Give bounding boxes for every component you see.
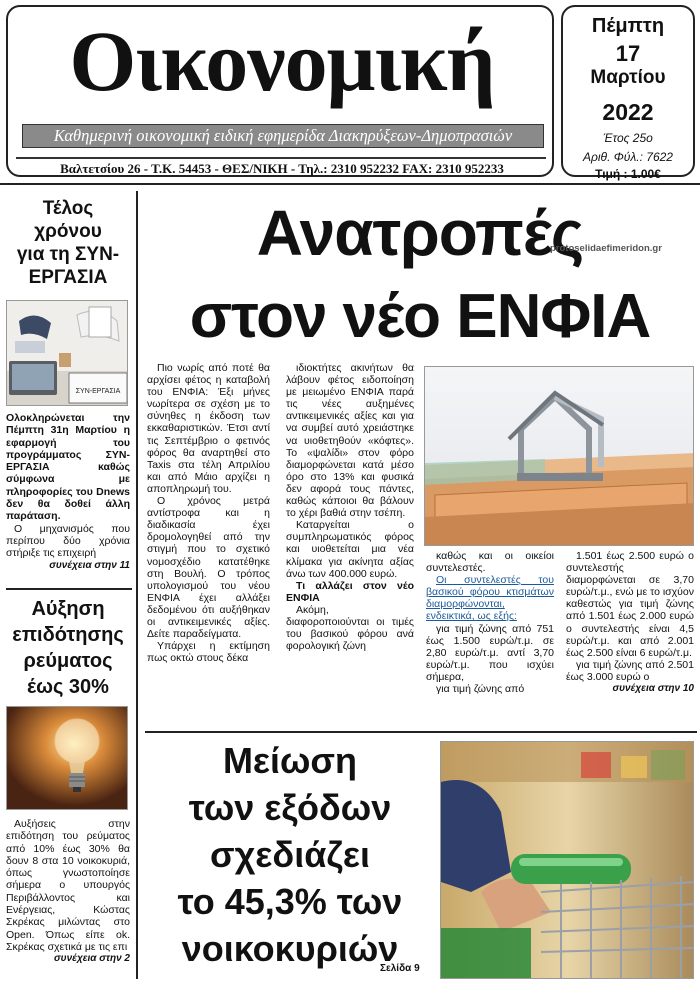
second-story-photo[interactable] [440, 741, 694, 979]
main-story-col2: ιδιοκτήτες ακινήτων θα λάβουν φέτος ειδοποίηση με μειωμένο ΕΝΦΙΑ παρά τις νέες αυξημένες αντικειμενικές αξίες και για να συμβεί αυτό χρειάστηκε να υιοθετηθούν «κόφτες». Το «ψαλίδι» στον φόρο διαμορφώνεται κατά μέσο όρο στο 13% και φυσικά δεν αφορά τους πάντες, καθώς κάποιοι θα βάλουν το χέρι βαθιά στην τσέπη. Καταργείται ο συμπληρωματικός φόρος και υιοθετείται μια νέα κλίμακα για ακίνητα αξίας άνω των 400.000 ευρώ. Τι αλλάζει στον νέο ΕΝΦΙΑ Ακόμη, διαφοροποιούνται οι τιμές του βασικού φόρου ανά φορολογική ζώνη [286, 362, 414, 653]
masthead [6, 5, 554, 177]
main-story-continue-link[interactable]: συνέχεια στην 10 [612, 683, 694, 695]
main-headline-line1[interactable]: Ανατροπές [256, 197, 584, 269]
issue-volume: Έτος 25ο [603, 131, 653, 145]
sidebar-story2-continue-link[interactable]: συνέχεια στην 2 [54, 953, 130, 965]
main-story-subhead: Τι αλλάζει στον νέο ΕΝΦΙΑ [286, 579, 414, 604]
main-story-photo[interactable] [424, 366, 694, 546]
masthead-tagline: Καθημερινή οικονομική ειδική εφημερίδα Διακηρύξεων-Δημοπρασιών [22, 124, 544, 148]
main-story-col4: 1.501 έως 2.500 ευρώ ο συντελεστής διαμορφώνεται σε 3,70 ευρώ/τ.μ., ενώ με το ισχύον καθεστώς για τιμή ζώνης από 1.501 έως 2.000 ευρώ ο συντελεστής είναι 4,5 ευρώ/τ.μ. και από 2.001 έως 2.500 είναι 6 ευρώ/τ.μ. για τιμή ζώνης από 2.501 έως 3.000 ευρώ ο συνέχεια στην 10 [566, 550, 694, 695]
masthead-address: Βαλτετσίου 26 - Τ.Κ. 54453 - ΘΕΣ/ΝΙΚΗ - Τηλ.: 2310 952232 FAX: 2310 952233 [60, 161, 504, 176]
house-on-euro-banknotes-illustration [425, 367, 694, 546]
sidebar-story1-continue-link[interactable]: συνέχεια στην 11 [49, 559, 130, 571]
second-headline[interactable]: Μείωση των εξόδων σχεδιάζει το 45,3% των νοικοκυριών [177, 740, 403, 969]
main-story-col3: καθώς και οι οικείοι συντελεστές. Οι συντελεστές του βασικού φόρου κτισμάτων διαμορφώνονται, ενδεικτικά, ως εξής: για τιμή ζώνης από 751 έως 1.500 ευρώ/τ.μ. σε 2,80 ευρώ/τ.μ. αντί 3,70 ευρώ/τ.μ. που ισχύει σήμερα, για τιμή ζώνης από [426, 550, 554, 696]
issue-month: Μαρτίου [590, 67, 666, 88]
sidebar-divider [6, 588, 132, 590]
newspaper-logo: Οικονομική [69, 13, 495, 109]
main-headline-line2[interactable]: στον νέο ΕΝΦΙΑ [189, 282, 651, 351]
sidebar-story2-headline[interactable]: Αύξηση επιδότησης ρεύματος έως 30% [12, 598, 124, 698]
issue-price: Τιμή : 1.00€ [595, 167, 661, 181]
light-bulb-illustration [7, 707, 128, 810]
sidebar-story2-text: Αυξήσεις στην επιδότηση του ρεύματος από 10% έως 30% θα δουν 8 στα 10 νοικοκυριά, όπως γνωστοποίησε σήμερα ο υπουργός Περιβάλλοντος και Ενέργειας, Κώστας Σκρέκας μιλώντας στο Open. Όπως είπε ok. Σκρέκας σχετικά με τις επι συνέχεια στην 2 [6, 818, 130, 965]
sidebar-story1-text: Ολοκληρώνεται την Πέμπτη 31η Μαρτίου η εφαρμογή του προγράμματος ΣΥΝ-ΕΡΓΑΣΙΑ καθώς σύμφωνα με πληροφορίες του Dnews δεν θα δοθεί άλλη παράταση. Ο μηχανισμός που περίπου δύο χρόνια στήριξε τις επιχειρή συνέχεια στην 11 [6, 412, 130, 571]
main-story-highlight: Οι συντελεστές του βασικού φόρου κτισμάτων διαμορφώνονται, ενδεικτικά, ως εξής: [426, 574, 554, 623]
source-watermark: protoselidaefimeridon.gr [550, 243, 662, 254]
sidebar-column-rule [136, 191, 138, 979]
masthead-bottom-rule [0, 183, 700, 185]
issue-number: Αριθ. Φύλ.: 7622 [583, 150, 673, 164]
main-story-col1: Πιο νωρίς από ποτέ θα αρχίσει φέτος η καταβολή του ΕΝΦΙΑ: Έξι μήνες νωρίτερα σε σχέση με το σύνηθες η έκδοση των εκκαθαριστικών. Έτσι αντί τις Σεπτέμβριο ο φετινός φόρος θα αναρτηθεί στο Taxis στα τέλη Απριλίου και από Μάιο αρχίζει η αποπληρωμή του. Ο χρόνος μετρά αντίστροφα και η διαδικασία έχει δρομολογηθεί από την στιγμή που το σχετικό νομοσχέδιο κατατέθηκε στη Βουλή. Ο τρόπος υπολογισμού του νέου ΕΝΦΙΑ έχει αλλάξει δεδομένου ότι αυξήθηκαν οι αντικειμενικές αξίες. Δείτε παραδείγματα. Υπάρχει η εκτίμηση πως οκτώ στους δέκα [147, 362, 270, 665]
office-desk-illustration [7, 301, 128, 406]
shopping-cart-illustration [441, 742, 694, 979]
issue-day: 17 [615, 41, 641, 66]
date-box [561, 5, 695, 181]
sidebar-story1-photo[interactable] [6, 300, 128, 406]
issue-weekday: Πέμπτη [591, 15, 665, 37]
issue-year: 2022 [602, 99, 654, 125]
sidebar-story1-headline[interactable]: Τέλος χρόνου για τη ΣΥΝ- ΕΡΓΑΣΙΑ [16, 198, 120, 288]
sidebar-story2-photo[interactable] [6, 706, 128, 810]
section-divider [145, 731, 697, 733]
masthead-divider [16, 157, 546, 159]
second-story-page-ref[interactable]: Σελίδα 9 [380, 963, 420, 974]
photo-sign-text: ΣΥΝ-ΕΡΓΑΣΙΑ [75, 388, 121, 395]
